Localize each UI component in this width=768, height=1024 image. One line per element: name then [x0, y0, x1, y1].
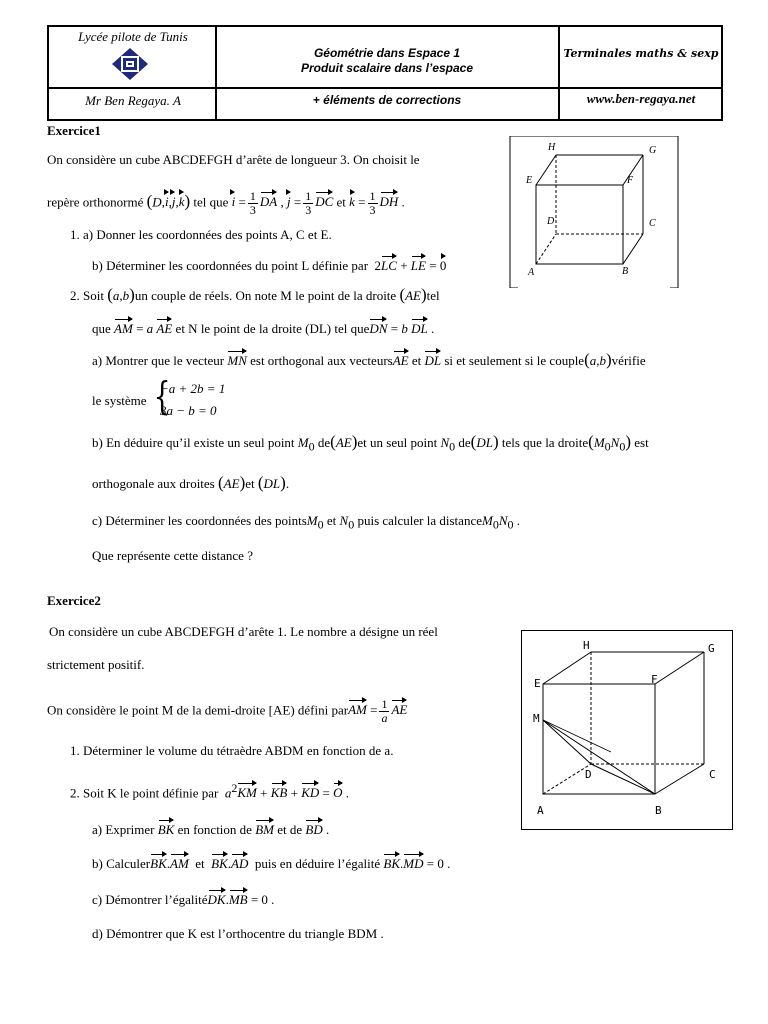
system-eq1: −a + 2b = 1	[160, 381, 226, 396]
system-label: le système	[92, 393, 147, 408]
vertex-label-E: E	[526, 175, 533, 186]
vertex-label-C: C	[709, 768, 716, 781]
ex1-q2a: a) Montrer que le vecteur MN est orthogonal aux vecteursAE et DL si et seulement si le couple(a,b)vérifie	[92, 350, 646, 369]
vertex-label-E: E	[534, 677, 541, 690]
ex1-q1b: b) Déterminer les coordonnées du point L définie par 2LC + LE = 0	[92, 255, 446, 274]
vertex-label-A: A	[537, 804, 544, 817]
system-brace: {	[153, 374, 171, 418]
vertex-label-C: C	[649, 218, 656, 229]
exercise1-title: Exercice1	[47, 123, 101, 138]
exercise2-title: Exercice2	[47, 593, 101, 608]
vertex-label-F: F	[627, 175, 634, 186]
website: www.ben-regaya.net	[586, 91, 696, 106]
vertex-label-G: G	[708, 642, 715, 655]
divider	[49, 87, 721, 89]
vertex-label-D: D	[547, 216, 555, 227]
level: Terminales maths & sexp	[563, 47, 719, 60]
school-name: Lycée pilote de Tunis	[78, 29, 188, 44]
ex1-intro-line2: repère orthonormé (D,i,j,k) tel que i = $\frac{1}{3}$ DA , j = $\frac{1}{3}$ DC et k = $\frac{1}{3}$ DH .	[47, 189, 405, 217]
ex1-q2-line1: 2. Soit (a,b)un couple de réels. On note M le point de la droite (AE)tel	[70, 285, 440, 304]
vertex-label-M: M	[533, 712, 540, 725]
ex1-q2-line2: que AM = a AE et N le point de la droite (DL) tel queDN = b DL .	[92, 318, 434, 337]
ex2-q1: 1. Déterminer le volume du tétraèdre ABDM en fonction de a.	[70, 743, 394, 758]
school-logo-icon	[111, 47, 149, 81]
ex1-q2b-cont: orthogonale aux droites (AE)et (DL).	[92, 473, 290, 492]
ex2-q2d: d) Démontrer que K est l’orthocentre du triangle BDM .	[92, 926, 384, 941]
ex1-q2b: b) En déduire qu’il existe un seul point $M_0$ de(AE)et un seul point $N_0$ de(DL) tels que la $droite(M_0N_0)$ est	[92, 432, 649, 454]
system-eq2: 3a − b = 0	[160, 403, 217, 418]
vertex-label-D: D	[585, 768, 592, 781]
ex1-intro-line1: On considère un cube ABCDEFGH d’arête de longueur 3. On choisit le	[47, 152, 420, 167]
vertex-label-B: B	[655, 804, 662, 817]
ex1-q2c: c) Déterminer les coordonnées des pointsM$_0$ et $N_0$ puis calculer la $distanceM_0N_0$ .	[92, 513, 520, 532]
divider	[558, 27, 560, 119]
cube-figure-2	[521, 630, 733, 830]
ex2-intro-line3: On considère le point M de la demi-droite [AE) défini parAM = $\frac{1}{a}$ AE	[47, 697, 408, 725]
ex2-q2c: c) Démontrer l’égalitéDK.MB = 0 .	[92, 889, 274, 908]
vertex-label-H: H	[548, 142, 556, 153]
cube-figure-1	[508, 136, 680, 288]
vertex-label-H: H	[583, 639, 590, 652]
vertex-label-B: B	[622, 266, 629, 277]
ex2-intro-line1: On considère un cube ABCDEFGH d’arête 1. Le nombre a désigne un réel	[49, 624, 438, 639]
vertex-label-G: G	[649, 145, 657, 156]
ex2-intro-line2: strictement positif.	[47, 657, 145, 672]
ex1-question-final: Que représente cette distance ?	[92, 548, 253, 563]
ex2-q2b: b) CalculerBK.AM et BK.AD puis en déduire l’égalité BK.MD = 0 .	[92, 853, 450, 872]
vertex-label-F: F	[651, 673, 658, 686]
doc-subtitle: + éléments de corrections	[312, 93, 462, 107]
ex2-q2: 2. Soit K le point définie par $a^2KM$ + KB + KD = O .	[70, 781, 349, 801]
ex2-q2a: a) Exprimer BK en fonction de BM et de BD .	[92, 819, 329, 838]
teacher-name: Mr Ben Regaya. A	[85, 93, 181, 108]
vertex-label-A: A	[528, 267, 535, 278]
ex1-q1a: 1. a) Donner les coordonnées des points A, C et E.	[70, 227, 332, 242]
doc-title-line2: Produit scalaire dans l’espace	[300, 61, 474, 75]
doc-title-line1: Géométrie dans Espace 1	[313, 46, 461, 60]
header-table	[47, 25, 723, 121]
